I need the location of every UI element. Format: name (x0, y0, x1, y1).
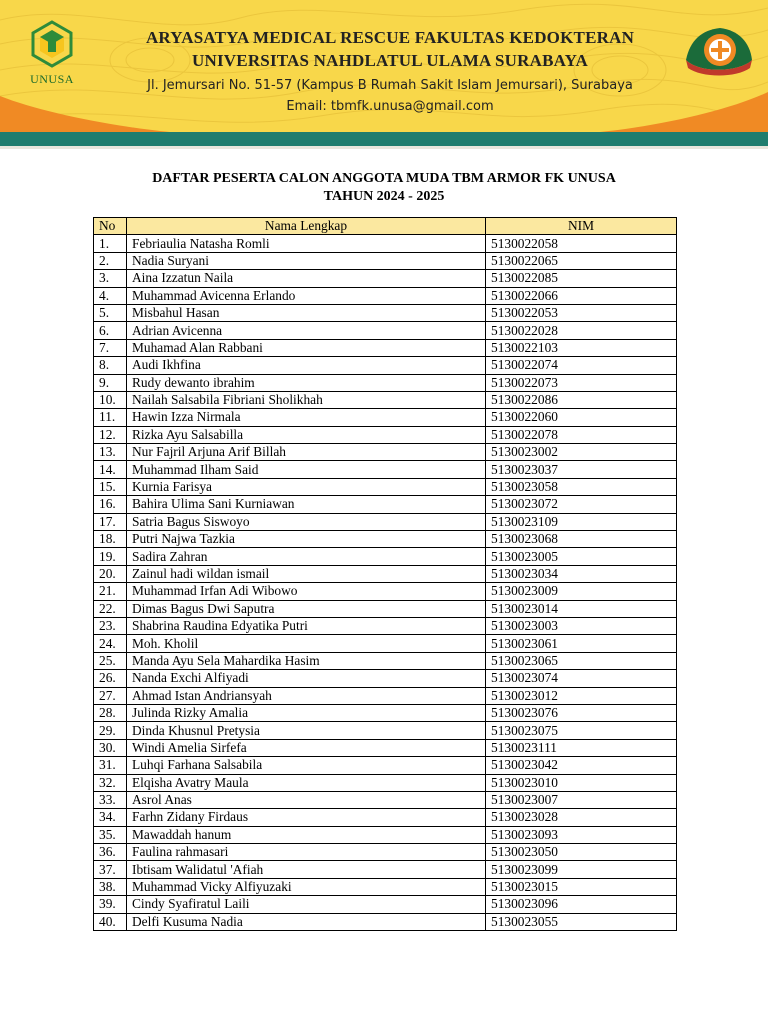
cell-full-name: Nadia Suryani (127, 252, 486, 269)
cell-number: 23. (94, 617, 127, 634)
table-row (94, 322, 677, 339)
cell-full-name: Ibtisam Walidatul 'Afiah (127, 861, 486, 878)
cell-number: 10. (94, 391, 127, 408)
cell-nim: 5130022085 (486, 270, 677, 287)
table-row (94, 635, 677, 652)
table-row (94, 565, 677, 582)
cell-nim: 5130022028 (486, 322, 677, 339)
table-row (94, 670, 677, 687)
cell-nim: 5130022060 (486, 409, 677, 426)
cell-full-name: Febriaulia Natasha Romli (127, 235, 486, 252)
column-header-name: Nama Lengkap (127, 218, 486, 235)
cell-nim: 5130023009 (486, 583, 677, 600)
cell-number: 17. (94, 513, 127, 530)
table-row (94, 444, 677, 461)
cell-number: 21. (94, 583, 127, 600)
table-row (94, 844, 677, 861)
cell-nim: 5130022073 (486, 374, 677, 391)
cell-full-name: Muhammad Irfan Adi Wibowo (127, 583, 486, 600)
cell-number: 6. (94, 322, 127, 339)
cell-number: 39. (94, 896, 127, 913)
cell-number: 38. (94, 878, 127, 895)
letterhead (0, 0, 768, 132)
cell-full-name: Julinda Rizky Amalia (127, 704, 486, 721)
cell-nim: 5130023055 (486, 913, 677, 930)
cell-nim: 5130023005 (486, 548, 677, 565)
table-row (94, 426, 677, 443)
table-row (94, 739, 677, 756)
table-row (94, 531, 677, 548)
cell-full-name: Mawaddah hanum (127, 826, 486, 843)
cell-full-name: Dinda Khusnul Pretysia (127, 722, 486, 739)
cell-full-name: Adrian Avicenna (127, 322, 486, 339)
table-row (94, 791, 677, 808)
cell-number: 20. (94, 565, 127, 582)
cell-number: 9. (94, 374, 127, 391)
cell-number: 26. (94, 670, 127, 687)
table-row (94, 687, 677, 704)
cell-full-name: Muhamad Alan Rabbani (127, 339, 486, 356)
cell-full-name: Shabrina Raudina Edyatika Putri (127, 617, 486, 634)
cell-nim: 5130023050 (486, 844, 677, 861)
cell-full-name: Bahira Ulima Sani Kurniawan (127, 496, 486, 513)
table-row (94, 600, 677, 617)
cell-full-name: Audi Ikhfina (127, 357, 486, 374)
table-row (94, 583, 677, 600)
address-line: Jl. Jemursari No. 51-57 (Kampus B Rumah Sakit Islam Jemursari), Surabaya (147, 78, 633, 93)
cell-nim: 5130023096 (486, 896, 677, 913)
cell-nim: 5130023007 (486, 791, 677, 808)
cell-nim: 5130022065 (486, 252, 677, 269)
organization-name: ARYASATYA MEDICAL RESCUE FAKULTAS KEDOKTERAN (145, 28, 635, 47)
cell-number: 27. (94, 687, 127, 704)
cell-full-name: Moh. Kholil (127, 635, 486, 652)
table-row (94, 704, 677, 721)
cell-number: 25. (94, 652, 127, 669)
cell-nim: 5130023068 (486, 531, 677, 548)
column-header-no: No (94, 218, 127, 235)
cell-number: 30. (94, 739, 127, 756)
cell-nim: 5130022053 (486, 304, 677, 321)
cell-nim: 5130023065 (486, 652, 677, 669)
table-row (94, 652, 677, 669)
cell-nim: 5130023076 (486, 704, 677, 721)
cell-nim: 5130022074 (486, 357, 677, 374)
cell-nim: 5130023002 (486, 444, 677, 461)
cell-nim: 5130023099 (486, 861, 677, 878)
table-row (94, 896, 677, 913)
cell-full-name: Muhammad Avicenna Erlando (127, 287, 486, 304)
table-row (94, 374, 677, 391)
cell-full-name: Ahmad Istan Andriansyah (127, 687, 486, 704)
cell-nim: 5130023072 (486, 496, 677, 513)
cell-number: 11. (94, 409, 127, 426)
cell-nim: 5130023014 (486, 600, 677, 617)
cell-nim: 5130023061 (486, 635, 677, 652)
cell-number: 7. (94, 339, 127, 356)
header-divider-line (0, 146, 768, 149)
table-row (94, 252, 677, 269)
table-row (94, 861, 677, 878)
cell-full-name: Nailah Salsabila Fibriani Sholikhah (127, 391, 486, 408)
cell-full-name: Kurnia Farisya (127, 478, 486, 495)
table-row (94, 878, 677, 895)
cell-nim: 5130023012 (486, 687, 677, 704)
cell-full-name: Nur Fajril Arjuna Arif Billah (127, 444, 486, 461)
table-row (94, 339, 677, 356)
cell-full-name: Rizka Ayu Salsabilla (127, 426, 486, 443)
cell-full-name: Nanda Exchi Alfiyadi (127, 670, 486, 687)
table-row (94, 357, 677, 374)
unusa-logo-text: UNUSA (30, 72, 74, 86)
cell-number: 28. (94, 704, 127, 721)
cell-number: 8. (94, 357, 127, 374)
cell-number: 40. (94, 913, 127, 930)
table-row (94, 287, 677, 304)
table-body (94, 235, 677, 931)
header-divider-band (0, 132, 768, 146)
cell-number: 35. (94, 826, 127, 843)
cell-full-name: Asrol Anas (127, 791, 486, 808)
cell-nim: 5130023111 (486, 739, 677, 756)
participant-table (93, 217, 677, 931)
cell-number: 1. (94, 235, 127, 252)
cell-number: 36. (94, 844, 127, 861)
cell-nim: 5130023093 (486, 826, 677, 843)
cell-number: 19. (94, 548, 127, 565)
table-row (94, 409, 677, 426)
cell-nim: 5130023058 (486, 478, 677, 495)
table-row (94, 478, 677, 495)
cell-number: 5. (94, 304, 127, 321)
cell-number: 4. (94, 287, 127, 304)
cell-full-name: Sadira Zahran (127, 548, 486, 565)
cell-number: 18. (94, 531, 127, 548)
table-row (94, 548, 677, 565)
cell-full-name: Manda Ayu Sela Mahardika Hasim (127, 652, 486, 669)
table-row (94, 617, 677, 634)
cell-number: 31. (94, 757, 127, 774)
cell-nim: 5130023034 (486, 565, 677, 582)
table-row (94, 270, 677, 287)
cell-number: 16. (94, 496, 127, 513)
cell-number: 13. (94, 444, 127, 461)
cell-number: 22. (94, 600, 127, 617)
table-row (94, 809, 677, 826)
table-row (94, 461, 677, 478)
cell-nim: 5130022103 (486, 339, 677, 356)
cell-nim: 5130022066 (486, 287, 677, 304)
table-row (94, 513, 677, 530)
cell-full-name: Delfi Kusuma Nadia (127, 913, 486, 930)
cell-full-name: Hawin Izza Nirmala (127, 409, 486, 426)
cell-nim: 5130023075 (486, 722, 677, 739)
cell-full-name: Zainul hadi wildan ismail (127, 565, 486, 582)
cell-full-name: Muhammad Ilham Said (127, 461, 486, 478)
cell-full-name: Muhammad Vicky Alfiyuzaki (127, 878, 486, 895)
document-subtitle: TAHUN 2024 - 2025 (323, 189, 445, 204)
table-row (94, 304, 677, 321)
cell-number: 29. (94, 722, 127, 739)
cell-full-name: Luhqi Farhana Salsabila (127, 757, 486, 774)
table-row (94, 496, 677, 513)
table-row (94, 757, 677, 774)
table-row (94, 235, 677, 252)
email-line: Email: tbmfk.unusa@gmail.com (286, 99, 494, 114)
cell-number: 32. (94, 774, 127, 791)
cell-nim: 5130023003 (486, 617, 677, 634)
cell-number: 2. (94, 252, 127, 269)
table-row (94, 774, 677, 791)
university-name: UNIVERSITAS NAHDLATUL ULAMA SURABAYA (192, 51, 588, 70)
table-header-row (94, 218, 677, 235)
cell-full-name: Putri Najwa Tazkia (127, 531, 486, 548)
cell-full-name: Cindy Syafiratul Laili (127, 896, 486, 913)
cell-full-name: Dimas Bagus Dwi Saputra (127, 600, 486, 617)
cell-nim: 5130023109 (486, 513, 677, 530)
cell-number: 3. (94, 270, 127, 287)
cell-nim: 5130022078 (486, 426, 677, 443)
cell-nim: 5130022058 (486, 235, 677, 252)
cell-full-name: Aina Izzatun Naila (127, 270, 486, 287)
cell-nim: 5130023015 (486, 878, 677, 895)
cell-full-name: Faulina rahmasari (127, 844, 486, 861)
cell-number: 34. (94, 809, 127, 826)
cell-full-name: Elqisha Avatry Maula (127, 774, 486, 791)
cell-number: 33. (94, 791, 127, 808)
cell-nim: 5130023042 (486, 757, 677, 774)
table-row (94, 391, 677, 408)
cell-number: 14. (94, 461, 127, 478)
cell-full-name: Farhn Zidany Firdaus (127, 809, 486, 826)
table-row (94, 913, 677, 930)
cell-nim: 5130022086 (486, 391, 677, 408)
cell-number: 24. (94, 635, 127, 652)
document-title: DAFTAR PESERTA CALON ANGGOTA MUDA TBM ARMOR FK UNUSA (152, 171, 616, 186)
cell-nim: 5130023010 (486, 774, 677, 791)
cell-nim: 5130023028 (486, 809, 677, 826)
cell-number: 12. (94, 426, 127, 443)
cell-nim: 5130023074 (486, 670, 677, 687)
cell-nim: 5130023037 (486, 461, 677, 478)
table-row (94, 722, 677, 739)
cell-number: 37. (94, 861, 127, 878)
column-header-nim: NIM (486, 218, 677, 235)
cell-full-name: Windi Amelia Sirfefa (127, 739, 486, 756)
cell-full-name: Satria Bagus Siswoyo (127, 513, 486, 530)
cell-full-name: Misbahul Hasan (127, 304, 486, 321)
tbm-armor-logo-icon (680, 20, 758, 82)
cell-full-name: Rudy dewanto ibrahim (127, 374, 486, 391)
cell-number: 15. (94, 478, 127, 495)
table-row (94, 826, 677, 843)
